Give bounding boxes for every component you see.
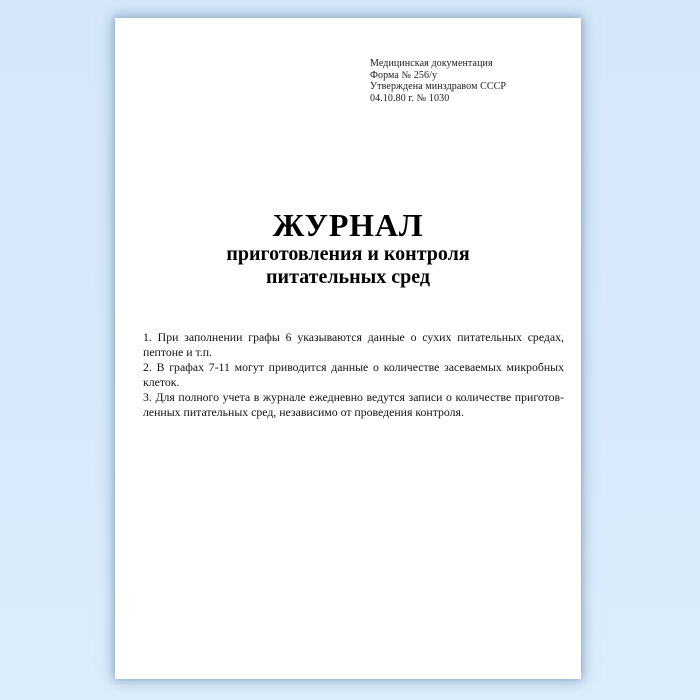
document-subtitle-line2: питательных сред: [266, 266, 430, 288]
title-block: [115, 208, 581, 289]
instruction-line: клеток.: [143, 375, 180, 389]
instruction-line: 1. При заполнении графы 6 указываются данные о сухих питательных средах,: [143, 330, 564, 344]
form-number-line: Форма № 256/у: [370, 69, 438, 81]
instruction-line: 2. В графах 7-11 могут приводится данные о количестве засеваемых микробных: [143, 360, 564, 374]
instruction-line: 3. Для полного учета в журнале ежедневно ведутся записи о количестве приготов-: [143, 390, 564, 404]
instruction-line: пептоне и т.п.: [143, 345, 213, 359]
form-doc-type-line: Медицинская документация: [370, 58, 493, 69]
document-subtitle-line1: приготовления и контроля: [226, 243, 470, 265]
instructions-block: [143, 330, 564, 420]
document-title: ЖУРНАЛ: [272, 207, 424, 243]
instruction-line: ленных питательных сред, независимо от проведения контроля.: [143, 405, 464, 419]
form-approval-date-line: 04.10.80 г. № 1030: [370, 92, 450, 104]
document-page: [115, 18, 581, 679]
form-approved-by-line: Утверждена минздравом СССР: [370, 81, 507, 93]
form-approval-block: [370, 58, 530, 104]
